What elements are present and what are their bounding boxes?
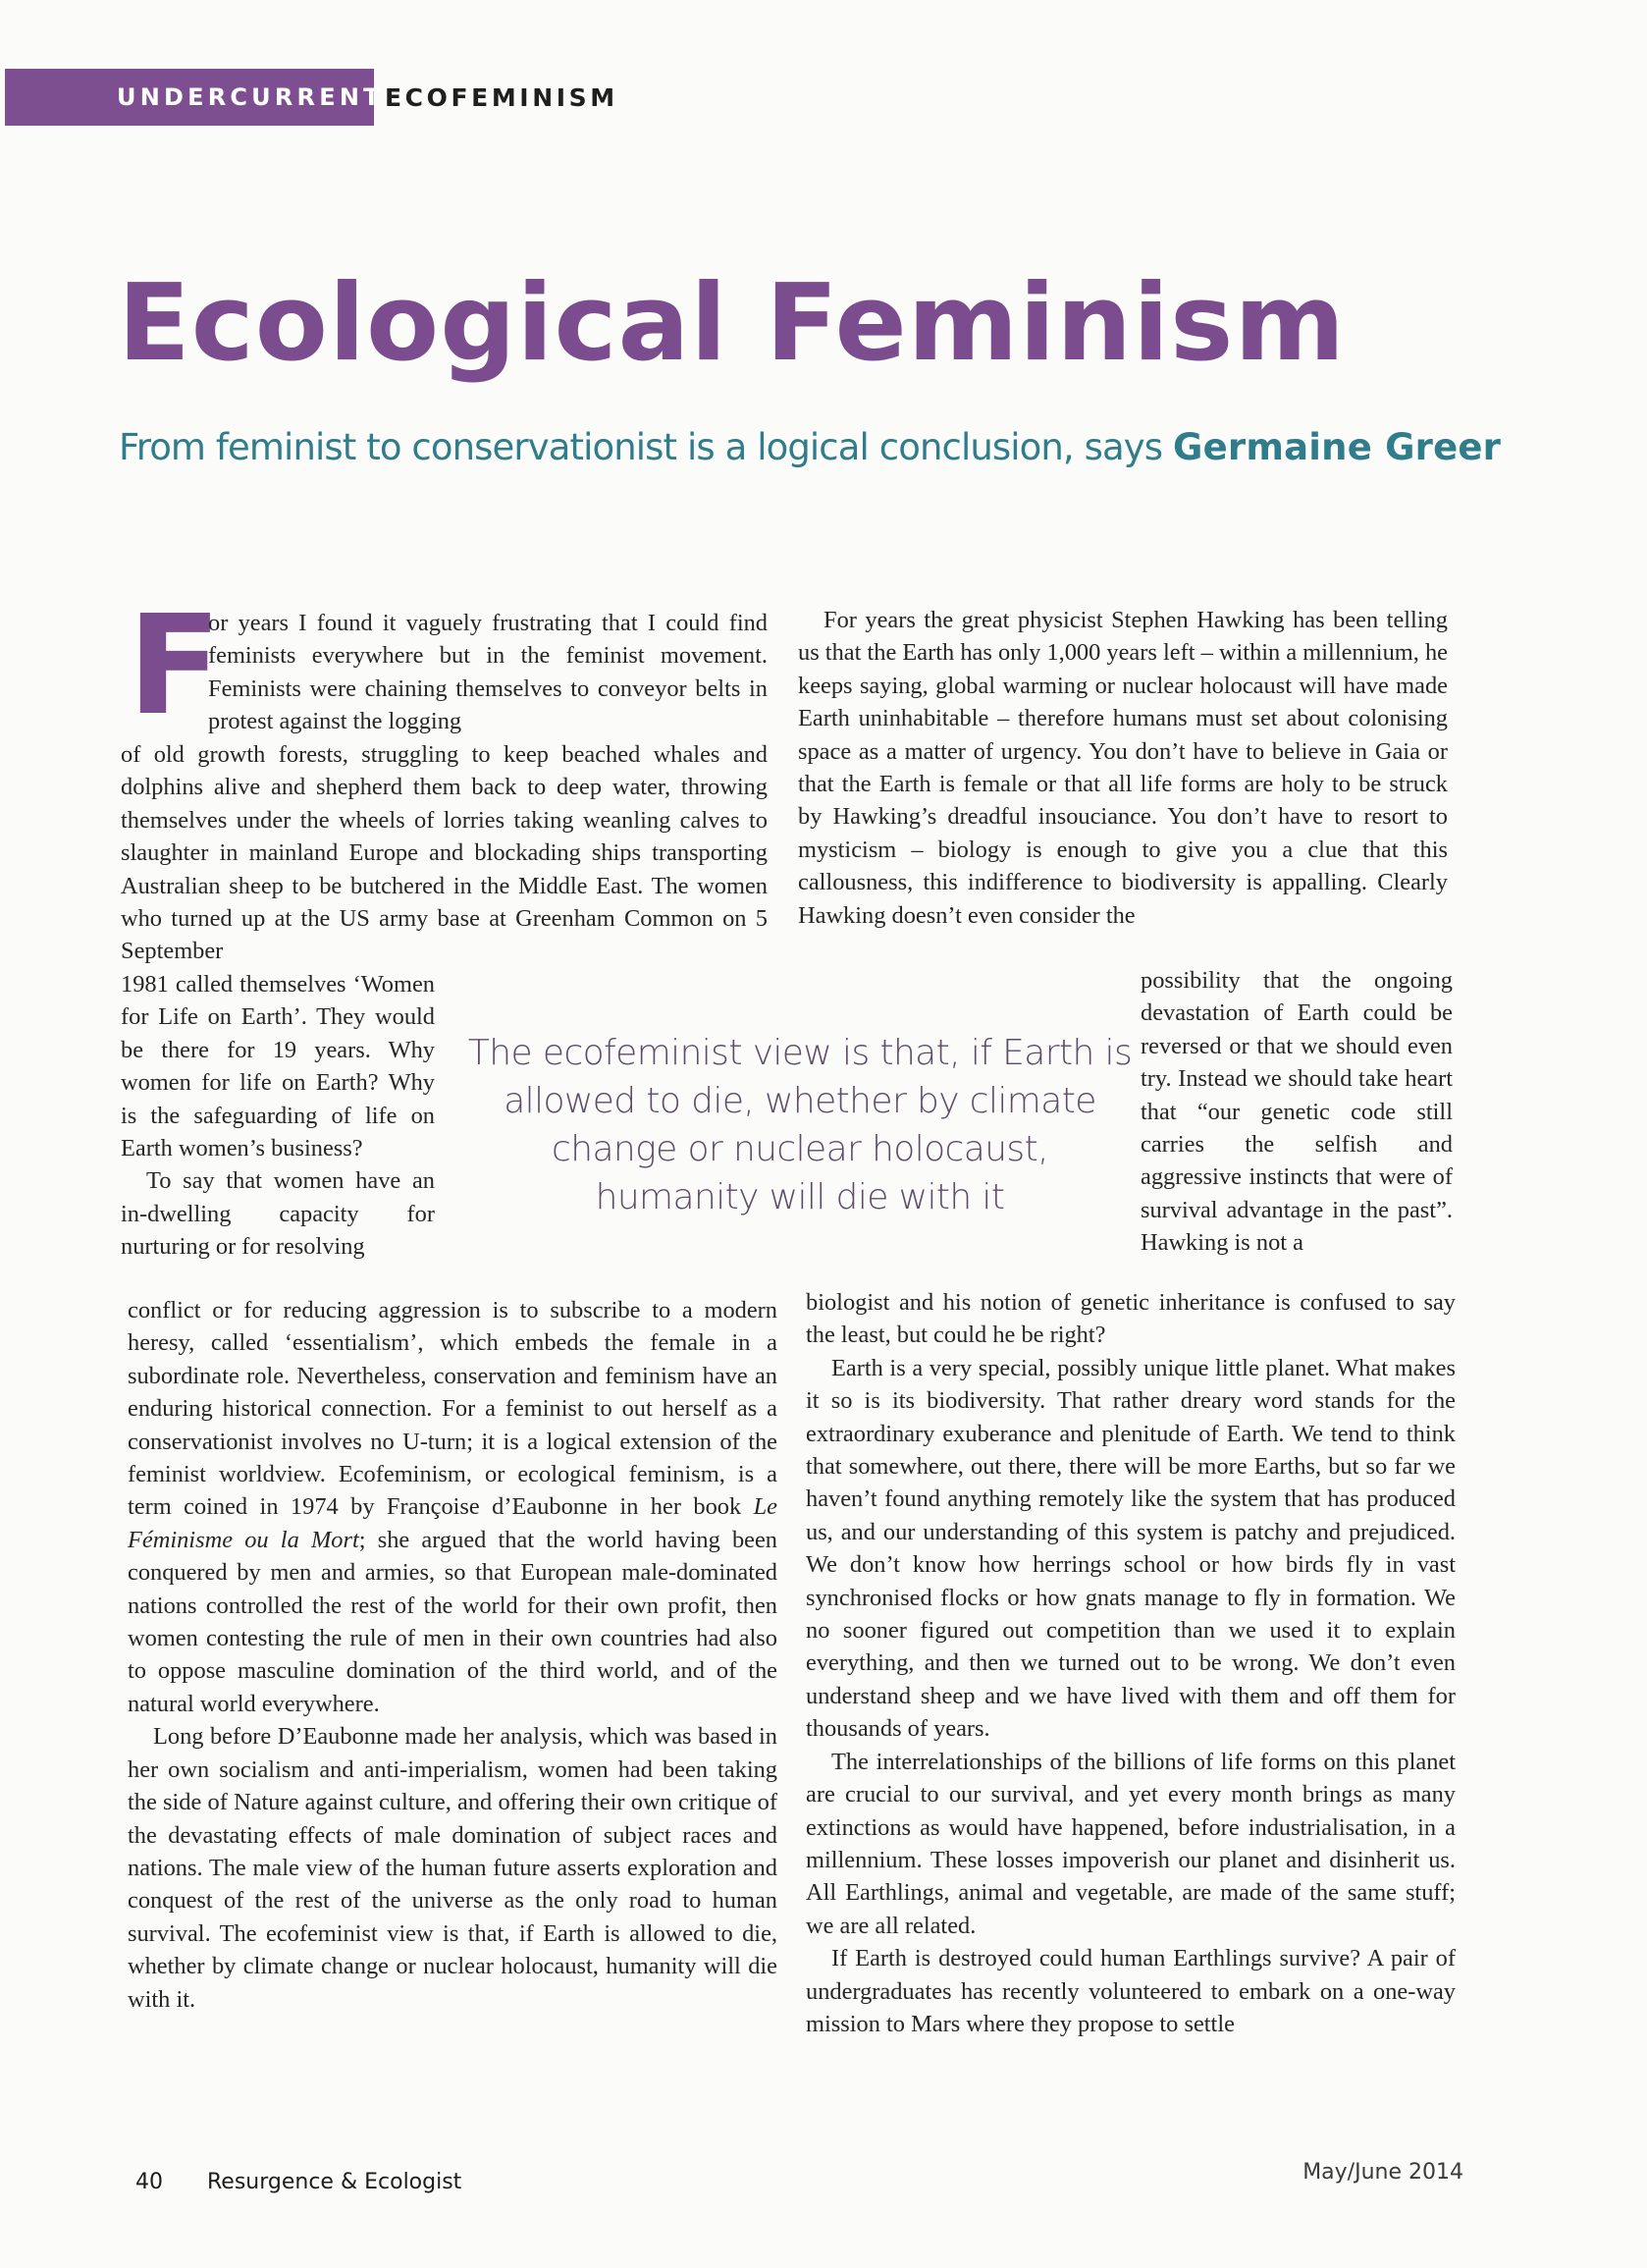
col1-para1-full: of old growth forests, struggling to keep beached whales and dolphins alive and shepherd them back to deep water, throwing themselves under the wheels of lorries taking weanling calves to slaughter in mainland Europe and blockading ships transporting Australian sheep to be butchered in the Middle East. The women who turned up at the US army base at Greenham Common on 5 September — [121, 741, 768, 965]
page-number: 40 — [135, 2170, 163, 2194]
col2-upper-block — [798, 604, 1448, 932]
col1-para2-end: ; she argued that the world having been conquered by men and armies, so that European male-dominated nations controlled the rest of the world for their own profit, then women contesting the rule of men in their own countries had also to oppose masculine domination of the third world, and of the natural world everywhere. — [128, 1526, 777, 1717]
standfirst — [119, 426, 1501, 469]
col1-para2-narrow: To say that women have an in-dwelling capacity for nurturing or for resolving — [121, 1167, 435, 1261]
col2-para3: The interrelationships of the billions of life forms on this planet are crucial to our survival, and yet every month brings as many extinctions as would have happened, before industrialisation, in a millennium. These losses impoverish our planet and disinherit us. All Earthlings, animal and vegetable, are made of the same stuff; we are all related. — [806, 1748, 1456, 1939]
book-title: Le Féminisme ou la Mort — [128, 1493, 777, 1553]
pull-quote: The ecofeminist view is that, if Earth is allowed to die, whether by climate change or nuclear holocaust, humanity will die with it — [467, 1033, 1133, 1217]
section-name: UNDERCURRENTS — [117, 83, 405, 111]
drop-cap: F — [128, 586, 222, 746]
standfirst-text: From feminist to conservationist is a logical conclusion, says — [119, 426, 1163, 468]
col1-para2-rest-text: conflict or for reducing aggression is to subscribe to a modern heresy, called ‘essentialism’, which embeds the female in a subordinate role. Nevertheless, conservation and feminism have an enduring historical connection. For a feminist to out herself as a conservationist involves no U-turn; it is a logical extension of the feminist worldview. Ecofeminism, or ecological feminism, is a term coined in 1974 by Françoise d’Eaubonne in her book — [128, 1297, 777, 1521]
col1-dropcap-lines: or years I found it vaguely frustrating that I could find feminists everywhere but in the feminist movement. Feminists were chaining themselves to conveyor belts in protest against the logging — [208, 610, 768, 735]
col2-para1-narrow: possibility that the ongoing devastation of Earth could be reversed or that we should even try. Instead we should take heart that “our genetic code still carries the selfish and aggressive instincts that were of survival advantage in the past”. Hawking is not a — [1141, 967, 1453, 1257]
col1-full-block — [121, 738, 768, 968]
col2-para4: If Earth is destroyed could human Earthlings survive? A pair of undergraduates has recently volunteered to embark on a one-way mission to Mars where they propose to settle — [806, 1945, 1456, 2037]
section-bar — [5, 69, 405, 126]
col2-para2: Earth is a very special, possibly unique little planet. What makes it so is its biodiversity. That rather dreary word stands for the extraordinary exuberance and plenitude of Earth. We tend to think that somewhere, out there, there will be more Earths, but so far we haven’t found anything remotely like the system that has produced us, and our understanding of this system is patchy and prejudiced. We don’t know how herrings school or how birds fly in vast synchronised flocks or how gnats manage to fly in formation. We no sooner figured out competition than we used it to explain everything, and then we turned out to be wrong. We don’t even understand sheep and we have lived with them and off them for thousands of years. — [806, 1354, 1456, 1743]
issue-date: May/June 2014 — [1302, 2160, 1463, 2185]
col1-para3: Long before D’Eaubonne made her analysis, which was based in her own socialism and anti-imperialism, women had been taking the side of Nature against culture, and offering their own critique of the devastating effects of male domination of subject races and nations. The male view of the human future asserts exploration and conquest of the rest of the universe as the only road to human survival. The ecofeminist view is that, if Earth is allowed to die, whether by climate change or nuclear holocaust, humanity will die with it. — [128, 1723, 777, 2013]
col1-dropcap-block — [208, 607, 768, 738]
publication-name: Resurgence & Ecologist — [207, 2170, 462, 2194]
col2-para1-rest: biologist and his notion of genetic inheritance is confused to say the least, but could he be right? — [806, 1289, 1456, 1349]
col1-para1-narrow: 1981 called themselves ‘Women for Life on Earth’. They would be there for 19 years. Why women for life on Earth? Why is the safeguarding of life on Earth women’s business? — [121, 971, 435, 1162]
col2-para1-full: For years the great physicist Stephen Hawking has been telling us that the Earth has only 1,000 years left – within a millennium, he keeps saying, global warming or nuclear holocaust will have made Earth uninhabitable – therefore humans must set about colonising space as a matter of urgency. You don’t have to believe in Gaia or that the Earth is female or that all life forms are holy to be struck by Hawking’s dreadful insouciance. You don’t have to resort to mysticism – biology is enough to give you a clue that this callousness, this indifference to biodiversity is appalling. Clearly Hawking doesn’t even consider the — [798, 607, 1448, 929]
col2-narrow-block — [1141, 964, 1453, 1260]
col2-lower-block — [806, 1286, 1456, 2040]
col1-lower-block — [128, 1294, 777, 2016]
section-topic: ECOFEMINISM — [385, 83, 618, 112]
col1-narrow-block — [121, 968, 435, 1264]
article-title: Ecological Feminism — [118, 262, 1346, 385]
author-name: Germaine Greer — [1173, 426, 1502, 468]
col1-para2-rest — [128, 1294, 777, 1720]
